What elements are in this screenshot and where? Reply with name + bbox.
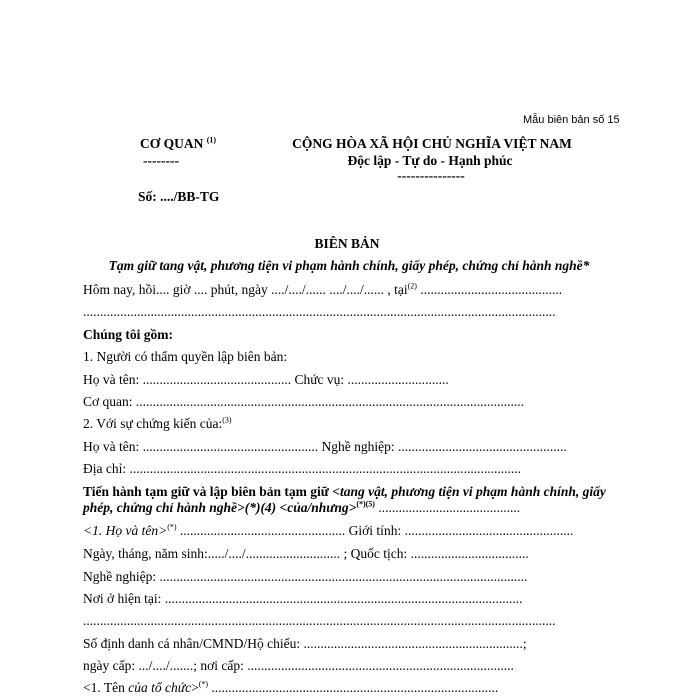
time-place-line: Hôm nay, hồi.... giờ .... phút, ngày ..../..../...... ..../..../...... , tại$^{(2)}$ .......................................... — [83, 281, 563, 297]
seizure-line-1: Tiến hành tạm giữ và lập biên bản tạm giữ <tang vật, phương tiện vi phạm hành chính, giấy — [83, 484, 606, 499]
organization-name-line: <1. Tên của tổ chức>(*) ..................................................................................... — [83, 679, 499, 695]
agency-footnote: (1) — [206, 135, 217, 145]
official-name-line: Họ và tên: ............................................ Chức vụ: .............................. — [83, 372, 449, 387]
occupation-line: Nghề nghiệp: ............................................................................................................. — [83, 569, 528, 584]
seizure-line-2: phép, chứng chỉ hành nghề>(*)(4) <của/nhưng>$^{(*)(5)}$ .......................................... — [83, 499, 521, 515]
document-subtitle: Tạm giữ tang vật, phương tiện vi phạm hành chính, giấy phép, chứng chỉ hành nghề* — [108, 258, 590, 273]
dotted-line: ............................................................................................................................................ — [83, 304, 556, 319]
section-1-heading: 1. Người có thẩm quyền lập biên bản: — [83, 349, 288, 364]
witness-name-line: Họ và tên: .................................................... Nghề nghiệp: .................................................. — [83, 439, 567, 454]
residence-line: Nơi ở hiện tại: .......................................................................................................... — [83, 591, 523, 606]
document-number: Số: ..../BB-TG — [138, 189, 220, 204]
section-we-are: Chúng tôi gồm: — [83, 327, 174, 342]
person-name-line: <1. Họ và tên>(*) ................................................. Giới tính: .................................................. — [83, 522, 574, 538]
document-title: BIÊN BẢN — [314, 236, 380, 251]
official-agency-line: Cơ quan: ................................................................................................................... — [83, 394, 525, 409]
agency-dashes: -------- — [143, 153, 179, 168]
agency-label: CƠ QUAN $^{(1)}$ — [140, 135, 217, 151]
residence-continued-line: ............................................................................................................................................ — [83, 613, 556, 628]
witness-address-line: Địa chỉ: .................................................................................................................... — [83, 461, 521, 476]
section-2-heading: 2. Với sự chứng kiến của:$^{(3)}$ — [83, 415, 232, 431]
country-name: CỘNG HÒA XÃ HỘI CHỦ NGHĨA VIỆT NAM — [292, 136, 572, 151]
birth-nationality-line: Ngày, tháng, năm sinh:...../..../............................ ; Quốc tịch: ................................... — [83, 546, 529, 561]
form-number: Mẫu biên bản số 15 — [523, 114, 620, 126]
motto-dashes: --------------- — [397, 168, 465, 183]
motto: Độc lập - Tự do - Hạnh phúc — [347, 153, 513, 168]
id-number-line: Số định danh cá nhân/CMND/Hộ chiếu: .................................................................; — [83, 636, 527, 651]
issue-date-line: ngày cấp: .../..../.......; nơi cấp: ............................................................................... — [83, 658, 514, 673]
